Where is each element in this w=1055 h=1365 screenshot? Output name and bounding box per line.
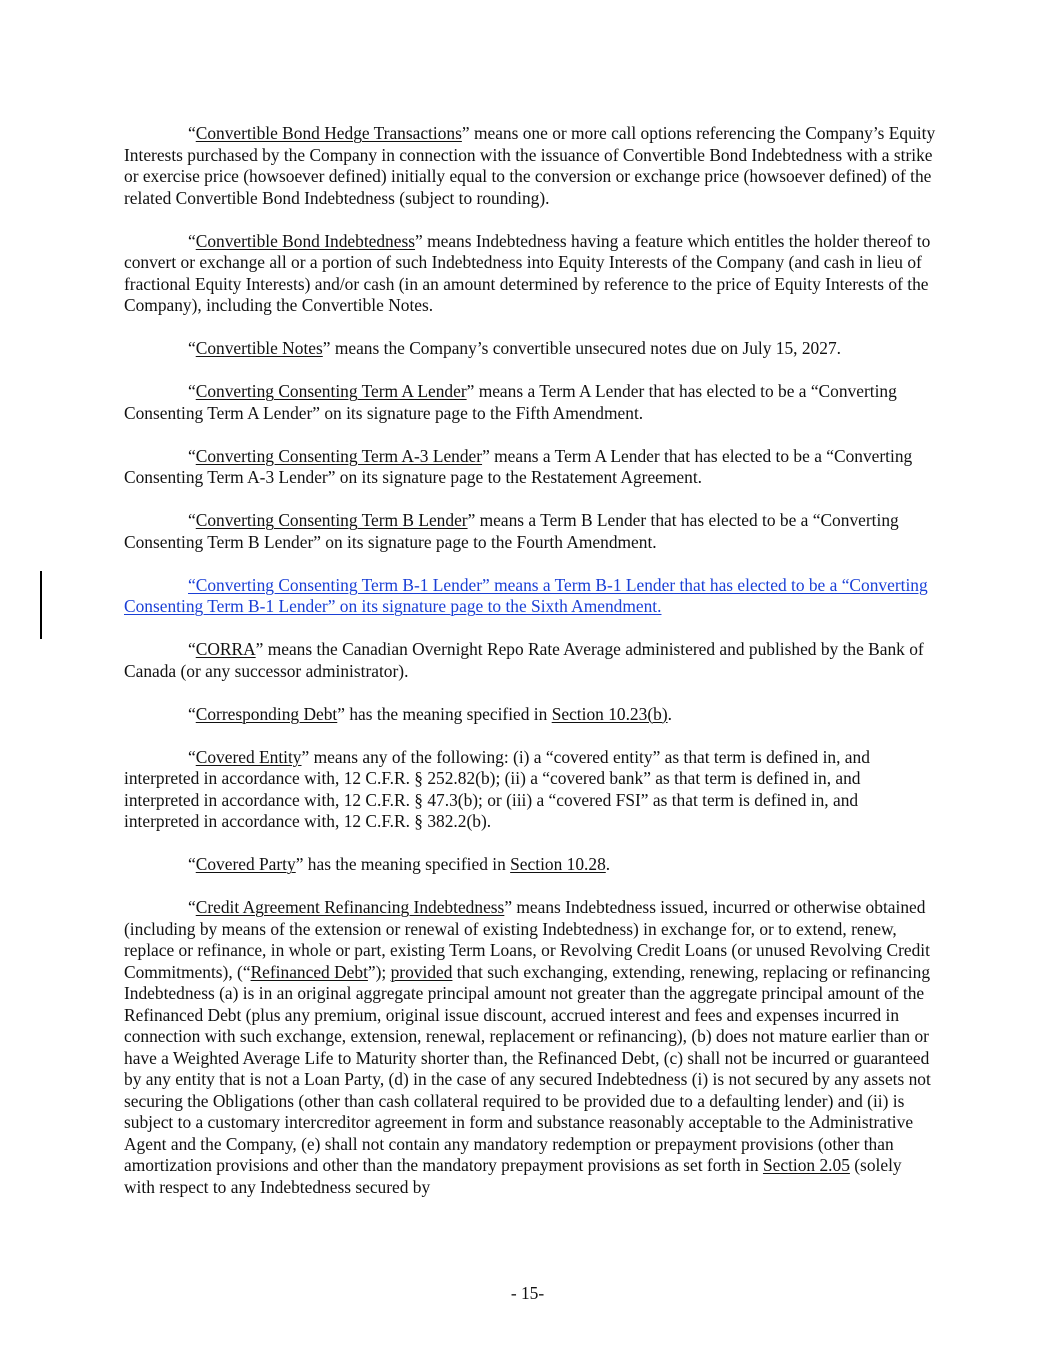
definition-text: “: [188, 746, 196, 767]
definition-converting-consenting-term-a-lender: [124, 381, 936, 424]
defined-term-or-reference: Section 2.05: [762, 1155, 850, 1175]
definition-text: “: [188, 381, 196, 401]
defined-term-or-reference: Converting Consenting Term A-3 Lender: [195, 445, 483, 466]
page-number: - 15-: [510, 1283, 545, 1303]
definition-text: ” means a Term A Lender that has elected to be a “Converting Consenting Term A-3 Lender” on its signature page to the Restatement Agreement.: [124, 445, 913, 487]
definition-text: ” means any of the following: (i) a “covered entity” as that term is defined in, and interpreted in accordance with, 12 C.F.R. § 252.82(b); (ii) a “covered bank” as that term is defined in, and interpreted in accordance with, 12 C.F.R. § 47.3(b); or (iii) a “covered FSI” as that term is defined in, and interpreted in accordance with, 12 C.F.R. § 382.2(b).: [124, 746, 870, 831]
defined-term-or-reference: Covered Entity: [195, 746, 302, 767]
definition-text: ” means a Term A Lender that has elected to be a “Converting Consenting Term A Lender” on its signature page to the Fifth Amendment.: [124, 381, 897, 423]
defined-term-or-reference: Credit Agreement Refinancing Indebtedness: [195, 897, 505, 917]
definition-text: ” means a Term B Lender that has elected to be a “Converting Consenting Term B Lender” on its signature page to the Fourth Amendment.: [124, 510, 899, 552]
definition-text: “Converting Consenting Term B-1 Lender” means a Term B-1 Lender that has elected to be a “Converting Consenting Term B-1 Lender” on its signature page to the Sixth Amendment.: [124, 574, 928, 616]
definition-text: ” means one or more call options referencing the Company’s Equity Interests purchased by the Company in connection with the issuance of Convertible Bond Indebtedness with a strike or exercise price (howsoever defined) initially equal to the conversion or exchange price (howsoever defined) of the related Convertible Bond Indebtedness (subject to rounding).: [124, 123, 936, 208]
defined-term-or-reference: CORRA: [195, 639, 256, 659]
defined-term-or-reference: provided: [390, 961, 453, 982]
revision-change-bar: [40, 571, 42, 639]
defined-term-or-reference: Section 10.23(b): [551, 703, 668, 724]
definition-text: “: [188, 445, 196, 466]
defined-term-or-reference: Refinanced Debt: [250, 961, 368, 982]
definition-convertible-notes: [124, 338, 936, 360]
definition-text: “: [188, 123, 196, 143]
definition-text: ” has the meaning specified in: [295, 854, 511, 874]
defined-term-or-reference: Convertible Bond Indebtedness: [195, 230, 416, 251]
defined-term-or-reference: Section 10.28: [510, 854, 606, 874]
definition-text: ” means Indebtedness issued, incurred or otherwise obtained (including by means of the extension or renewal of existing Indebtedness) in exchange for, or to extend, renew, replace or refinance, in whole or part, existing Term Loans, or Revolving Credit Loans (or unused Revolving Credit Commitments), (“: [124, 897, 930, 982]
definition-text: “: [188, 230, 196, 251]
defined-term-or-reference: Convertible Bond Hedge Transactions: [195, 123, 462, 143]
definition-corra: [124, 639, 936, 682]
definition-convertible-bond-indebtedness: [124, 231, 936, 317]
defined-term-or-reference: Converting Consenting Term A Lender: [195, 381, 467, 401]
definition-text: “: [188, 854, 196, 874]
definition-text: “: [188, 897, 196, 917]
definition-text: “: [188, 639, 196, 659]
definition-text: (solely with respect to any Indebtedness secured by: [124, 1155, 902, 1197]
definition-converting-consenting-term-a3-lender: [124, 446, 936, 489]
definition-converting-consenting-term-b1-lender: [124, 575, 936, 618]
defined-term-or-reference: Converting Consenting Term B Lender: [195, 510, 468, 530]
definition-text: .: [605, 854, 611, 874]
defined-term-or-reference: Corresponding Debt: [195, 703, 338, 724]
definition-corresponding-debt: [124, 704, 936, 726]
definition-text: ”);: [367, 961, 391, 982]
definition-text: ” means Indebtedness having a feature which entitles the holder thereof to convert or exchange all or a portion of such Indebtedness into Equity Interests of the Company (and cash in lieu of fractional Equity Interests) and/or cash (in an amount determined by reference to the price of Equity Interests of the Company), including the Convertible Notes.: [124, 230, 931, 315]
defined-term-or-reference: Covered Party: [195, 854, 296, 874]
definition-text: “: [188, 703, 196, 724]
definition-credit-agreement-refinancing-indebtedness: [124, 897, 936, 1198]
definition-convertible-bond-hedge-transactions: [124, 123, 936, 209]
definition-text: ” has the meaning specified in: [337, 703, 552, 724]
definition-text: that such exchanging, extending, renewing, replacing or refinancing Indebtedness (a) is in an original aggregate principal amount not greater than the aggregate principal amount of the Refinanced Debt (plus any premium, original issue discount, accrued interest and fees and expenses incurred in connection with such exchange, extension, renewal, replacement or refinancing), (b) does not mature earlier than or have a Weighted Average Life to Maturity shorter than, the Refinanced Debt, (c) shall not be incurred or guaranteed by any entity that is not a Loan Party, (d) in the case of any secured Indebtedness (i) is not secured by any assets not securing the Obligations (other than cash collateral required to be provided due to a defaulting lender) and (ii) is subject to a customary intercreditor agreement in form and substance reasonably acceptable to the Administrative Agent and the Company, (e) shall not contain any mandatory redemption or prepayment provisions (other than amortization provisions and other than the mandatory prepayment provisions as set forth in: [124, 961, 931, 1175]
definitions-body: [124, 123, 936, 1198]
definition-covered-party: [124, 854, 936, 876]
definition-text: ” means the Company’s convertible unsecured notes due on July 15, 2027.: [322, 338, 841, 358]
definition-covered-entity: [124, 747, 936, 833]
definition-text: “: [188, 338, 196, 358]
defined-term-or-reference: Convertible Notes: [195, 338, 323, 358]
definition-text: .: [667, 703, 672, 724]
definition-converting-consenting-term-b-lender: [124, 510, 936, 553]
definition-text: ” means the Canadian Overnight Repo Rate Average administered and published by the Bank of Canada (or any successor administrator).: [124, 639, 924, 681]
definition-text: “: [188, 510, 196, 530]
